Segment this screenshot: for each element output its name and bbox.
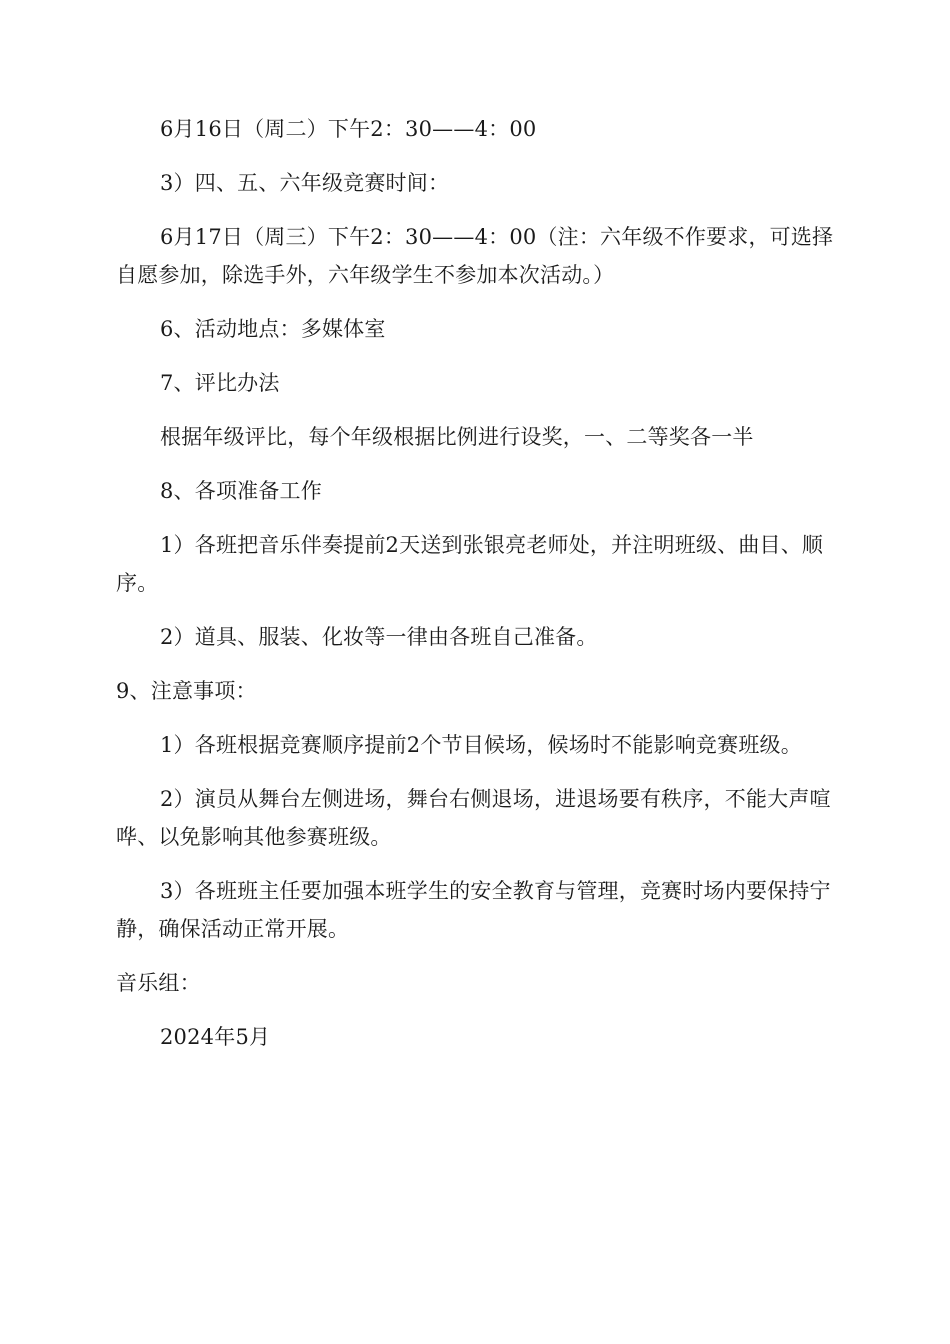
paragraph-evaluation-heading: 7、评比办法 [160,371,280,395]
paragraph-notes-3: 3）各班班主任要加强本班学生的安全教育与管理，竞赛时场内要保持宁静，确保活动正常开展。 [116,879,831,941]
paragraph-date-june16: 6月16日（周二）下午2：30——4：00 [160,117,537,141]
paragraph-signature-date: 2024年5月 [160,1025,271,1049]
paragraph-preparation-2: 2）道具、服装、化妆等一律由各班自己准备。 [160,625,598,649]
paragraph-notes-1: 1）各班根据竞赛顺序提前2个节目候场，候场时不能影响竞赛班级。 [160,733,802,757]
paragraph-preparation-heading: 8、各项准备工作 [160,479,322,503]
paragraph-signature-group: 音乐组： [116,971,201,995]
paragraph-date-june17: 6月17日（周三）下午2：30——4：00（注：六年级不作要求，可选择自愿参加，除选手外，六年级学生不参加本次活动。） [116,225,834,287]
paragraph-notes-2: 2）演员从舞台左侧进场，舞台右侧退场，进退场要有秩序，不能大声喧哗、以免影响其他参赛班级。 [116,787,831,849]
paragraph-preparation-1: 1）各班把音乐伴奏提前2天送到张银亮老师处，并注明班级、曲目、顺序。 [116,533,824,595]
document-body [116,110,836,1072]
paragraph-notes-heading: 9、注意事项： [116,679,257,703]
paragraph-grade-456-time: 3）四、五、六年级竞赛时间： [160,171,450,195]
paragraph-evaluation-method: 根据年级评比，每个年级根据比例进行设奖，一、二等奖各一半 [160,425,754,449]
paragraph-location: 6、活动地点：多媒体室 [160,317,386,341]
